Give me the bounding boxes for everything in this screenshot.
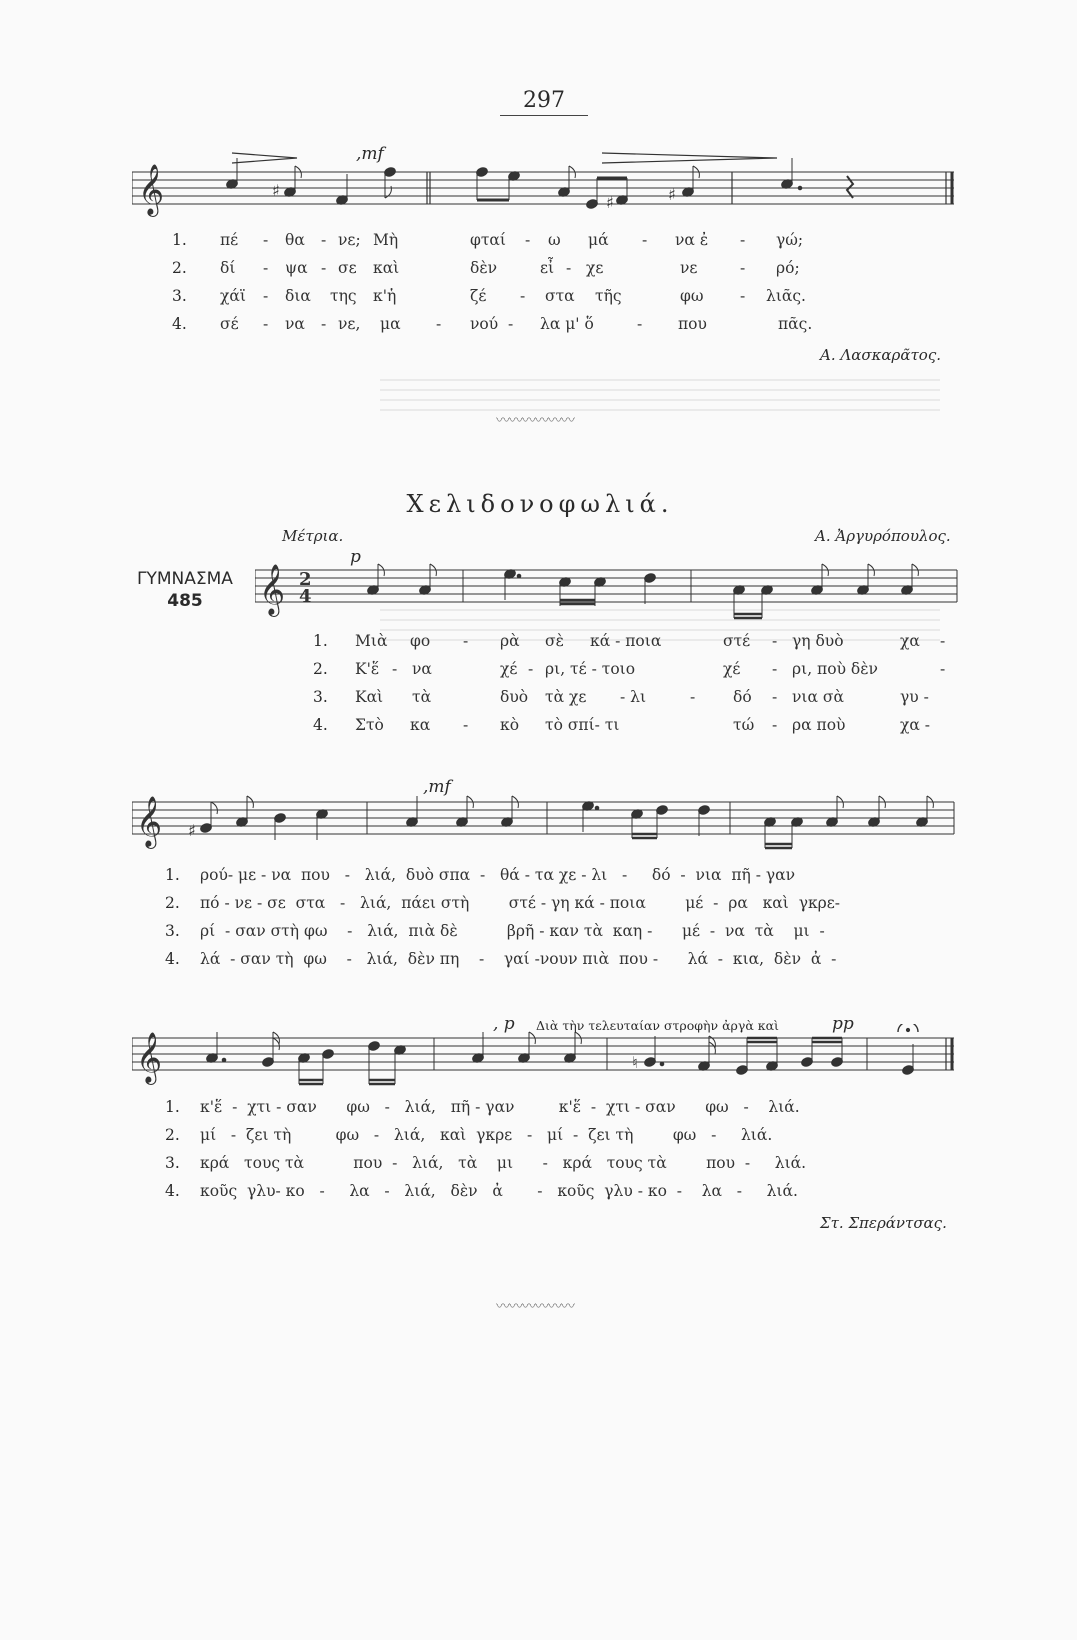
staff-song2-system1 — [255, 560, 965, 630]
lyric-line: πέ - θα - νε; Μὴ φταί - ω μά - να ἐ - γώ; — [220, 231, 804, 249]
lyricist-credit: Στ. Σπεράντσας. — [820, 1214, 947, 1232]
dynamic-pp: pp — [832, 1014, 854, 1034]
exercise-number: 485 — [167, 591, 203, 611]
performance-instruction: Διὰ τὴν τελευταίαν στροφὴν ἀργὰ καὶ — [536, 1018, 779, 1033]
time-sig-top: 2 — [299, 569, 312, 590]
dynamic-mf: ,mf — [356, 144, 384, 164]
verse-number: 4. — [165, 950, 180, 968]
dynamic-mf-2: ,mf — [423, 777, 451, 797]
svg-text:𝄞: 𝄞 — [138, 164, 165, 215]
bleed-through-ghost — [380, 140, 980, 1640]
verse-number: 2. — [165, 894, 180, 912]
svg-text:♯: ♯ — [668, 185, 676, 204]
lyric-line: κ'ἕ - χτι - σαν φω - λιά, πῆ - γαν κ'ἕ - χτι - σαν φω - λιά. — [200, 1098, 800, 1116]
svg-text:𝄞: 𝄞 — [136, 1032, 163, 1083]
lyric-line: χάϊ - δια της κ'ἡ ζέ - στα τῆς φω - λιᾶς. — [220, 287, 806, 305]
staff-song2-system3 — [132, 1024, 962, 1094]
lyric-line: Στὸ κα - κὸ τὸ σπί- τι τώ - ρα ποὺ χα - — [355, 716, 931, 734]
lyric-line: πό - νε - σε στα - λιά, πάει στὴ στέ - γη κά - ποια μέ - ρα καὶ γκρε- — [200, 894, 841, 912]
svg-text:♯: ♯ — [188, 821, 196, 840]
verse-number: 3. — [165, 1154, 180, 1172]
verse-number: 4. — [313, 716, 328, 734]
verse-number: 3. — [172, 287, 187, 305]
lyric-line: μί - ζει τὴ φω - λιά, καὶ γκρε - μί - ζει τὴ φω - λιά. — [200, 1126, 773, 1144]
page-number: 297 — [500, 88, 588, 116]
staff-song2-system2 — [132, 792, 962, 852]
svg-text:♯: ♯ — [606, 193, 614, 212]
composer-credit: Α. Ἀργυρόπουλος. — [815, 527, 951, 545]
svg-text:𝄞: 𝄞 — [259, 564, 286, 615]
lyric-line: Κ'ἕ - να χέ - ρι, τέ - τοιο χέ - ρι, ποὺ δὲν - — [355, 660, 946, 678]
lyric-line: κρά τους τὰ που - λιά, τὰ μι - κρά τους τὰ που - λιά. — [200, 1154, 807, 1172]
dynamic-p-2: , p — [493, 1014, 515, 1034]
lyric-line: Μιὰ φο - ρὰ σὲ κά - ποια στέ - γη δυὸ χα - — [355, 632, 946, 650]
svg-text:𝄞: 𝄞 — [136, 796, 163, 847]
staff-song1 — [132, 148, 962, 228]
lyric-line: ρού- με - να που - λιά, δυὸ σπα - θά - τα χε - λι - δό - νια πῆ - γαν — [200, 866, 796, 884]
lyric-line: λά - σαν τὴ φω - λιά, δὲν πη - γαί -νουν πιὰ που - λά - κια, δὲν ἀ - — [200, 950, 837, 968]
lyric-line: Καὶ τὰ δυὸ τὰ χε - λι - δό - νια σὰ γυ - — [355, 688, 929, 706]
verse-number: 2. — [172, 259, 187, 277]
verse-number: 2. — [165, 1126, 180, 1144]
svg-text:♯: ♯ — [272, 181, 280, 200]
verse-number: 3. — [313, 688, 328, 706]
verse-number: 1. — [165, 866, 180, 884]
exercise-label — [130, 568, 240, 612]
dynamic-p: p — [350, 547, 361, 567]
tempo-marking: Μέτρια. — [282, 527, 344, 545]
verse-number: 1. — [172, 231, 187, 249]
time-sig-bottom: 4 — [299, 586, 312, 607]
lyric-line: δί - ψα - σε καὶ δὲν εἶ - χε νε - ρό; — [220, 259, 800, 277]
verse-number: 1. — [165, 1098, 180, 1116]
song1-credit: Α. Λασκαρᾶτος. — [820, 346, 941, 364]
verse-number: 4. — [172, 315, 187, 333]
lyric-line: σέ - να - νε, μα - νού - λα μ' ὅ - που πᾶς. — [220, 315, 813, 333]
song-title: Χελιδονοφωλιά. — [406, 490, 674, 518]
verse-number: 4. — [165, 1182, 180, 1200]
verse-number: 2. — [313, 660, 328, 678]
exercise-label-text: ΓΥΜΝΑΣΜΑ — [137, 569, 233, 589]
section-divider: 〰〰〰〰〰〰 — [496, 1299, 574, 1315]
lyric-line: κοῦς γλυ- κο - λα - λιά, δὲν ἀ - κοῦς γλυ - κο - λα - λιά. — [200, 1182, 798, 1200]
lyric-line: ρί - σαν στὴ φω - λιά, πιὰ δὲ βρῆ - καν τὰ καη - μέ - να τὰ μι - — [200, 922, 825, 940]
svg-text:♮: ♮ — [632, 1053, 638, 1072]
section-divider: 〰〰〰〰〰〰 — [496, 413, 574, 429]
verse-number: 1. — [313, 632, 328, 650]
verse-number: 3. — [165, 922, 180, 940]
